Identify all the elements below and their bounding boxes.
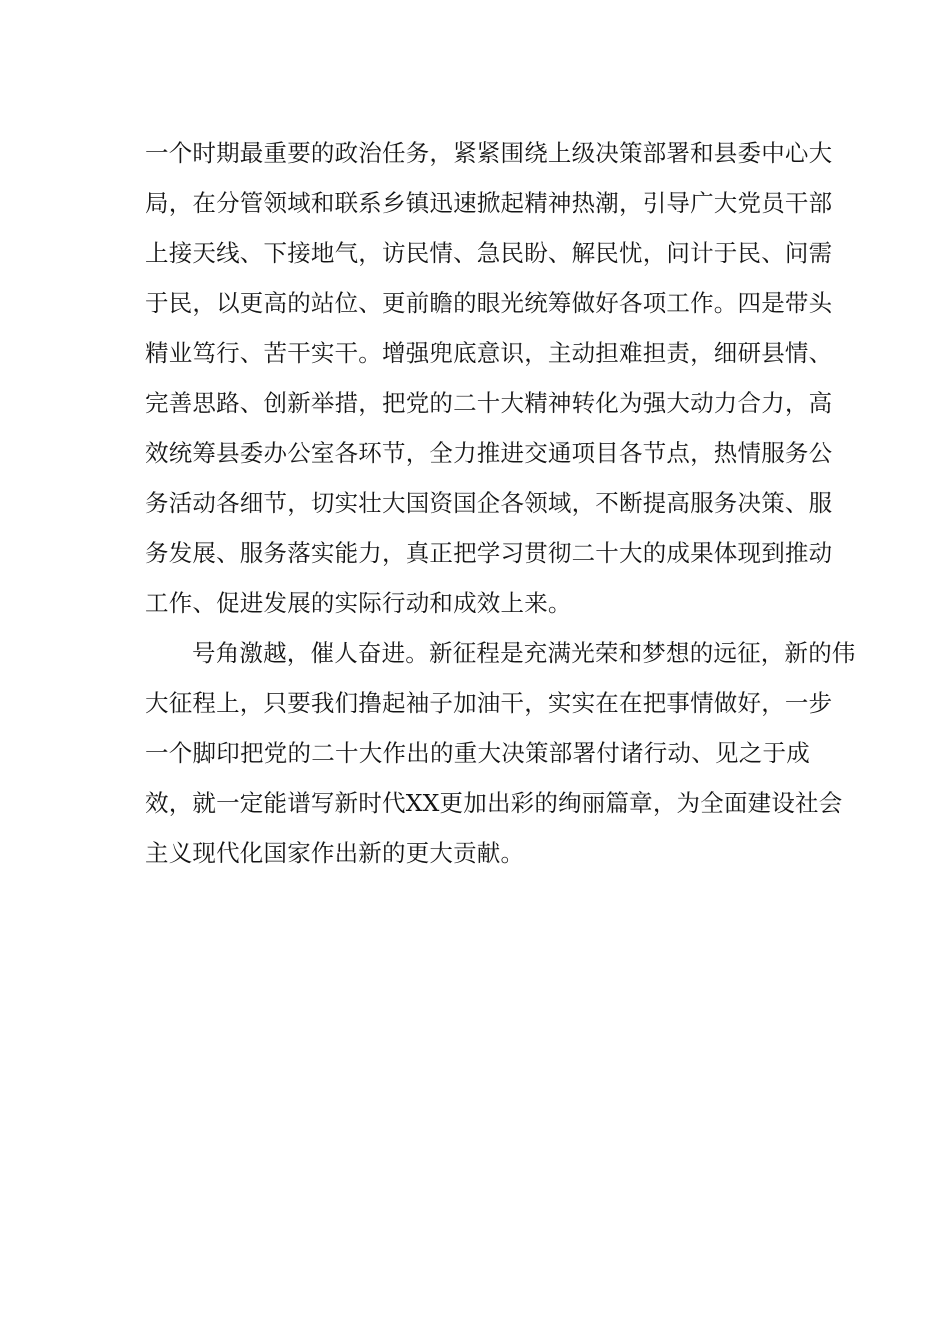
paragraph-2-line: 一个脚印把党的二十大作出的重大决策部署付诸行动、见之于成	[145, 739, 810, 767]
paragraph-1-line: 局，在分管领域和联系乡镇迅速掀起精神热潮，引导广大党员干部	[145, 189, 833, 217]
paragraph-1-line: 上接天线、下接地气，访民情、急民盼、解民忧，问计于民、问需	[145, 239, 833, 267]
paragraph-1-line: 于民，以更高的站位、更前瞻的眼光统筹做好各项工作。四是带头	[145, 289, 833, 317]
paragraph-1-line: 效统筹县委办公室各环节，全力推进交通项目各节点，热情服务公	[145, 439, 833, 467]
paragraph-2-line: 号角激越，催人奋进。新征程是充满光荣和梦想的远征，新的伟	[192, 639, 856, 667]
paragraph-2	[145, 628, 856, 878]
paragraph-1-line: 完善思路、创新举措，把党的二十大精神转化为强大动力合力，高	[145, 389, 833, 417]
paragraph-1-line: 务发展、服务落实能力，真正把学习贯彻二十大的成果体现到推动	[145, 539, 833, 567]
paragraph-2-line: 主义现代化国家作出新的更大贡献。	[145, 839, 525, 867]
paragraph-1-line: 一个时期最重要的政治任务，紧紧围绕上级决策部署和县委中心大	[145, 139, 833, 167]
paragraph-1-line: 精业笃行、苦干实干。增强兜底意识，主动担难担责，细研县情、	[145, 339, 833, 367]
paragraph-2-line: 大征程上，只要我们撸起袖子加油干，实实在在把事情做好，一步	[145, 689, 833, 717]
document-body	[145, 128, 856, 878]
paragraph-1-line: 工作、促进发展的实际行动和成效上来。	[145, 589, 572, 617]
paragraph-2-line: 效，就一定能谱写新时代XX更加出彩的绚丽篇章，为全面建设社会	[145, 789, 843, 817]
paragraph-1	[145, 128, 833, 628]
paragraph-1-line: 务活动各细节，切实壮大国资国企各领域，不断提高服务决策、服	[145, 489, 833, 517]
